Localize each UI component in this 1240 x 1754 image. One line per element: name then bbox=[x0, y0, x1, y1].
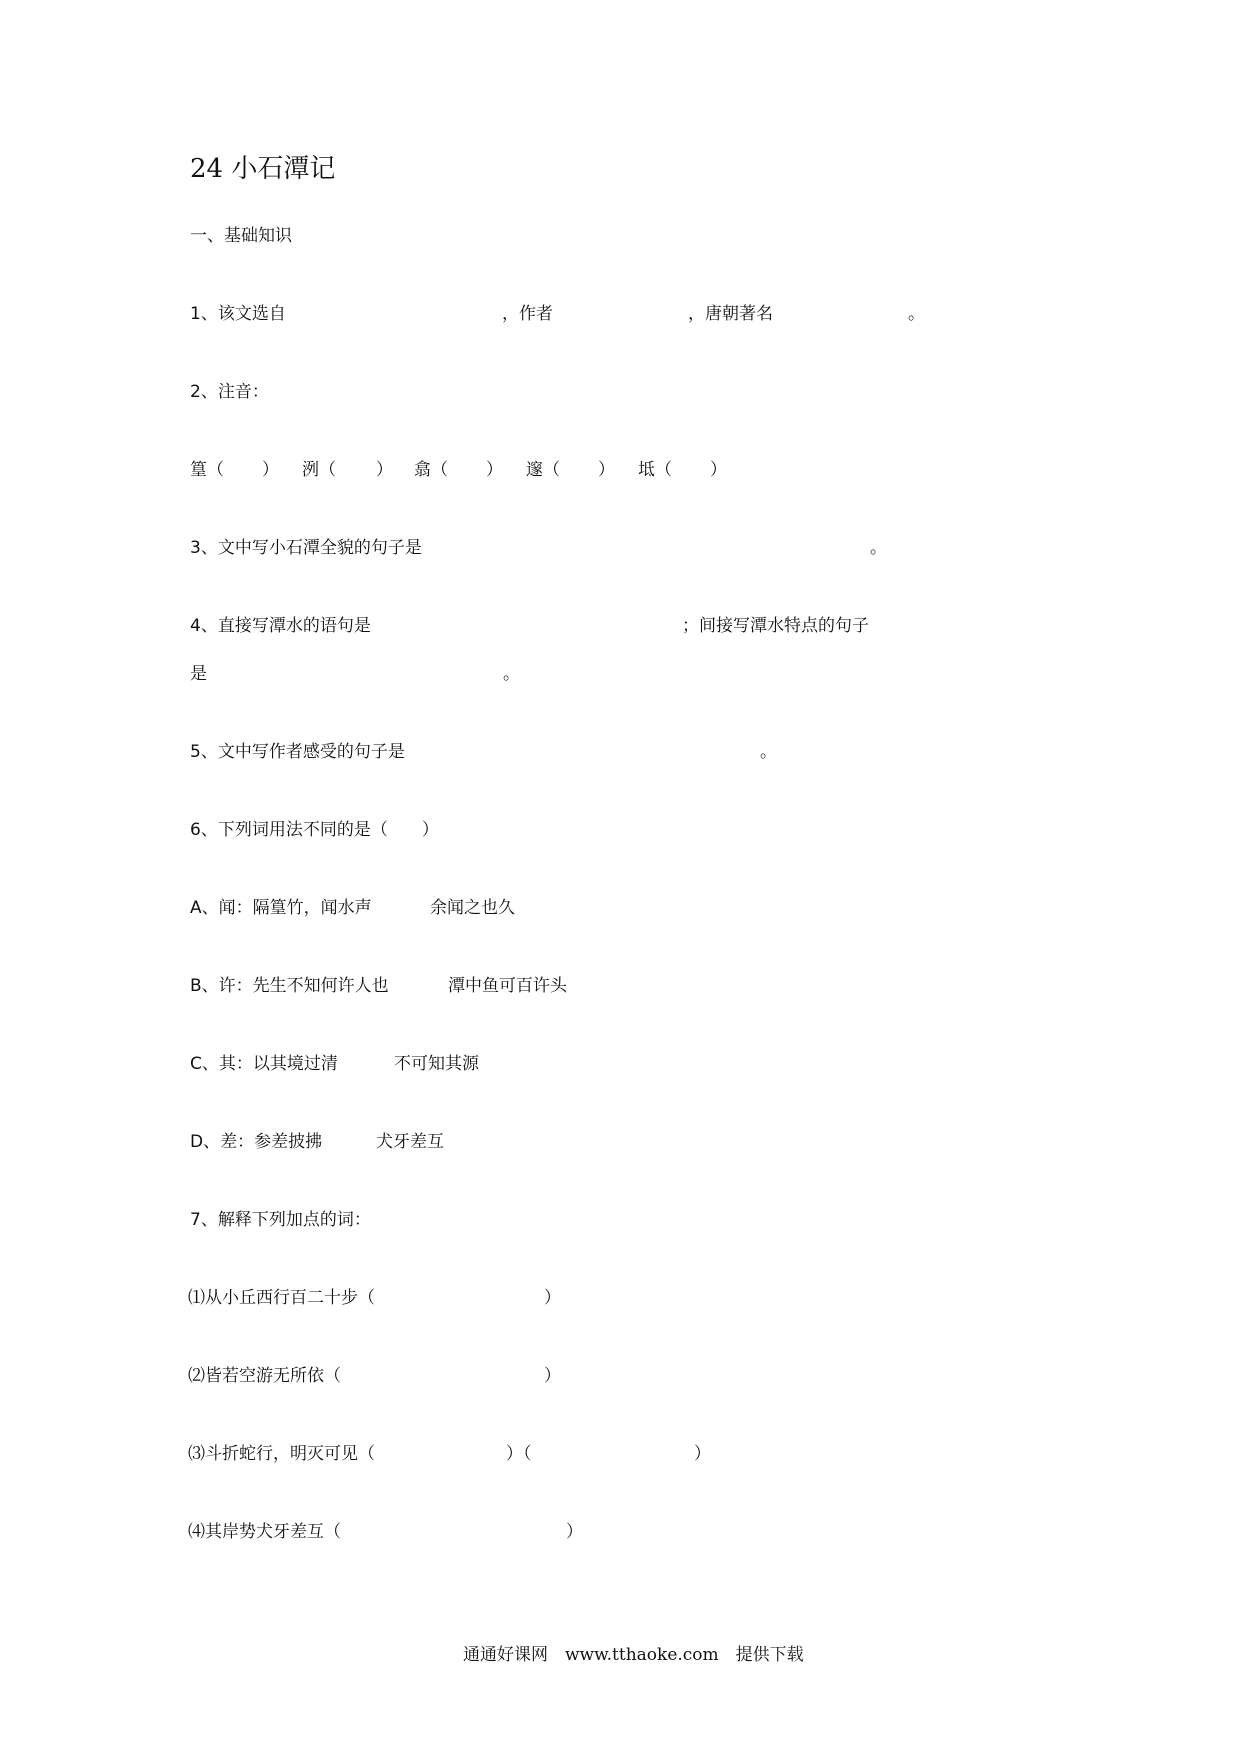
q7-item-1-close: ） bbox=[544, 1288, 561, 1308]
question-3: 3、文中写小石潭全貌的句子是 bbox=[190, 538, 422, 558]
q6-option-d: D、差：参差披拂 bbox=[190, 1132, 323, 1152]
q6-option-a: A、闻：隔篁竹，闻水声 bbox=[190, 898, 372, 918]
question-7: 7、解释下列加点的词： bbox=[190, 1210, 371, 1230]
q6-option-c-second: 不可知其源 bbox=[394, 1054, 479, 1074]
q6-option-c: C、其：以其境过清 bbox=[190, 1054, 338, 1074]
q4-end: 。 bbox=[503, 664, 520, 684]
question-2: 2、注音： bbox=[190, 382, 269, 402]
q7-item-1: ⑴从小丘西行百二十步（ bbox=[188, 1288, 375, 1308]
q1-part-a: 1、该文选自 bbox=[190, 304, 286, 324]
q6-option-b-second: 潭中鱼可百许头 bbox=[448, 976, 567, 996]
q7-item-3-mid: ）（ bbox=[506, 1444, 532, 1464]
q2-item-1-close: ） bbox=[262, 460, 279, 480]
q2-item-3-open: 翕（ bbox=[414, 460, 448, 480]
q4-part-c: 是 bbox=[190, 664, 207, 684]
q2-item-1-open: 篁（ bbox=[190, 460, 224, 480]
q2-item-5-close: ） bbox=[710, 460, 727, 480]
question-4: 4、直接写潭水的语句是 bbox=[190, 616, 371, 636]
q7-item-3-close: ） bbox=[694, 1444, 711, 1464]
q7-item-3: ⑶斗折蛇行，明灭可见（ bbox=[188, 1444, 375, 1464]
q7-item-4: ⑷其岸势犬牙差互（ bbox=[188, 1522, 341, 1542]
question-1 bbox=[190, 306, 286, 323]
page-footer: 通通好课网 www.tthaoke.com 提供下载 bbox=[463, 1645, 804, 1665]
q1-part-b: ，作者 bbox=[502, 304, 553, 324]
q1-part-d: 。 bbox=[908, 304, 925, 324]
q5-end: 。 bbox=[760, 742, 777, 762]
q2-item-5-open: 坻（ bbox=[638, 460, 672, 480]
q2-item-2-open: 洌（ bbox=[302, 460, 336, 480]
q1-part-c: ，唐朝著名 bbox=[688, 304, 773, 324]
q6-option-d-second: 犬牙差互 bbox=[376, 1132, 444, 1152]
page-title: 24 小石潭记 bbox=[190, 154, 336, 184]
q7-item-4-close: ） bbox=[566, 1522, 583, 1542]
question-6: 6、下列词用法不同的是（ ） bbox=[190, 820, 439, 840]
q2-item-2-close: ） bbox=[376, 460, 393, 480]
q2-item-4-close: ） bbox=[598, 460, 615, 480]
q7-item-2: ⑵皆若空游无所依（ bbox=[188, 1366, 341, 1386]
q4-part-b: ；间接写潭水特点的句子 bbox=[682, 616, 869, 636]
q3-end: 。 bbox=[870, 538, 887, 558]
q2-item-3-close: ） bbox=[486, 460, 503, 480]
q6-option-b: B、许：先生不知何许人也 bbox=[190, 976, 389, 996]
q6-option-a-second: 余闻之也久 bbox=[430, 898, 515, 918]
section-heading: 一、基础知识 bbox=[190, 226, 292, 246]
question-5: 5、文中写作者感受的句子是 bbox=[190, 742, 405, 762]
q7-item-2-close: ） bbox=[544, 1366, 561, 1386]
q2-item-4-open: 邃（ bbox=[526, 460, 560, 480]
